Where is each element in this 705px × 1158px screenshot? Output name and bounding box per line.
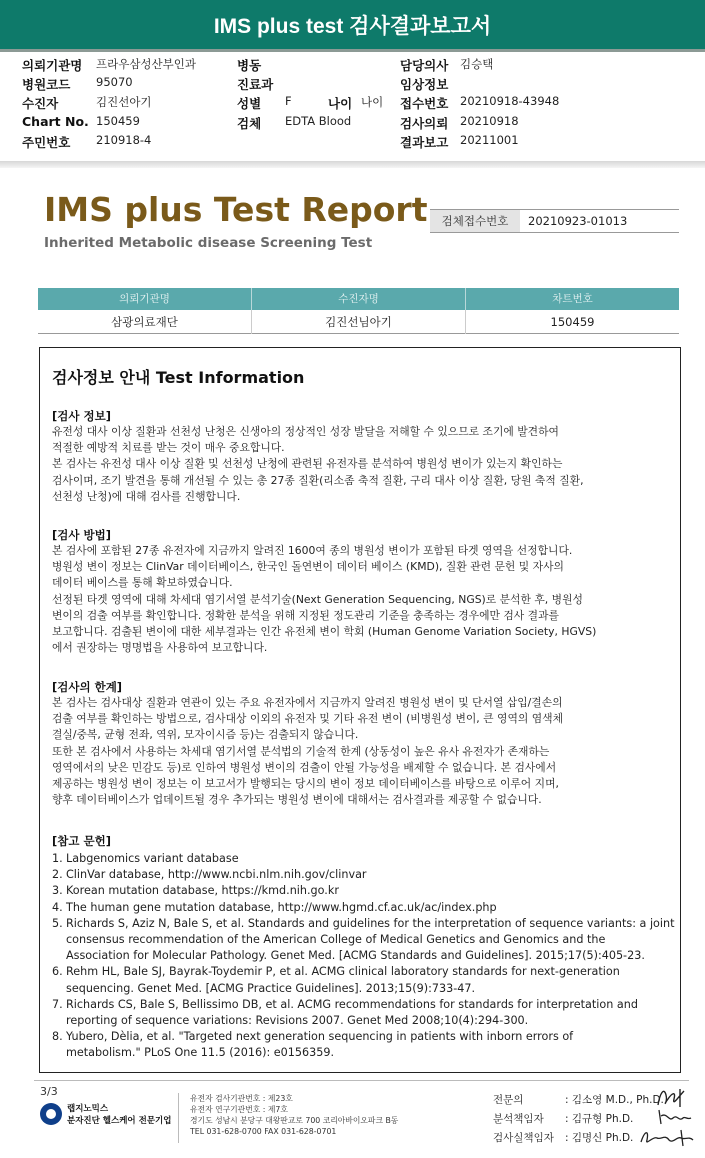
signer-role: 전문의 — [493, 1094, 524, 1106]
meta-label: 진료과 — [237, 77, 274, 92]
meta-label: Chart No. — [22, 114, 89, 129]
meta-value: 20210918 — [460, 114, 519, 128]
reference-text: Labgenomics variant database — [66, 852, 239, 865]
meta-row — [22, 133, 692, 151]
signer-row — [493, 1111, 633, 1126]
table-header-cell: 의뢰기관명 — [119, 293, 170, 305]
list-item — [52, 900, 677, 916]
header-divider — [0, 49, 705, 52]
meta-value: 150459 — [96, 114, 140, 128]
signer-row — [493, 1092, 664, 1107]
reference-text: The human gene mutation database, http://www.hgmd.cf.ac.uk/ac/index.php — [66, 900, 497, 914]
report-subtitle: Inherited Metabolic disease Screening Test — [44, 235, 373, 251]
paragraph-line: 에서 권장하는 명명법을 사용하여 보고합니다. — [52, 641, 268, 655]
receipt-value: 20210923-01013 — [528, 214, 628, 228]
meta-label: 의뢰기관명 — [22, 58, 83, 73]
meta-label: 병동 — [237, 58, 262, 73]
meta-value: F — [285, 94, 292, 108]
meta-label: 주민번호 — [22, 135, 71, 150]
meta-label: 성별 — [237, 96, 262, 111]
company-logo — [40, 1101, 180, 1131]
paragraph-line: 변이의 검출 여부를 확인합니다. 정확한 분석을 위해 지정된 정도관리 기준을 충족하는 경우에만 검사 결과를 — [52, 608, 559, 622]
reference-text: Rehm HL, Bale SJ, Bayrak-Toydemir P, et al. ACMG clinical laboratory standards for next-generation — [66, 965, 620, 979]
paragraph-line: 적절한 예방적 치료를 받는 것이 매우 중요합니다. — [52, 441, 285, 455]
paragraph-line: 검출 여부를 확인하는 방법으로, 검사대상 이외의 유전자 및 기타 유전 변이 (비병원성 변이, 큰 영역의 염색체 — [52, 712, 564, 726]
meta-value: 나이 — [361, 95, 384, 109]
logo-icon — [40, 1103, 62, 1125]
reference-number: 7. — [52, 997, 63, 1011]
reference-text: Korean mutation database, https://kmd.nih.go.kr — [66, 884, 339, 898]
meta-row — [22, 94, 692, 112]
paragraph-line: 영역에서의 낮은 민감도 등)로 인하여 병원성 변이의 검출이 안될 가능성을 배제할 수 없습니다. 본 검사에서 — [52, 760, 557, 774]
reference-number: 6. — [52, 965, 63, 979]
paragraph-line: 제공하는 병원성 변이 정보는 이 보고서가 발행되는 당시의 변이 정보 데이터베이스를 바탕으로 이루어 지며, — [52, 777, 559, 791]
report-header-title: IMS plus test 검사결과보고서 — [0, 0, 705, 49]
table-cell: 삼광의료재단 — [111, 315, 178, 329]
reference-text: Richards S, Aziz N, Bale S, et al. Standards and guidelines for the interpretation of sequence variants: a joint — [66, 916, 675, 930]
section-title: [검사 방법] — [52, 528, 111, 542]
reference-text: Richards CS, Bale S, Bellissimo DB, et al. ACMG recommendations for standards for interpretation and — [66, 997, 638, 1011]
paragraph-line: 본 검사는 유전성 대사 이상 질환 및 선천성 난청에 관련된 유전자를 분석하여 병원성 변이가 있는지 확인하는 — [52, 457, 563, 471]
reference-text: reporting of sequence variations: Revisions 2007. Genet Med 2008;10(4):294-300. — [66, 1014, 529, 1028]
meta-value: 프라우삼성산부인과 — [96, 57, 196, 71]
section-paragraph — [52, 695, 672, 808]
section-paragraph — [52, 424, 672, 505]
reference-text: sequencing. Genet Med. [ACMG Practice Guidelines]. 2013;15(9):733-47. — [66, 981, 476, 995]
meta-label: 임상정보 — [400, 77, 449, 92]
signature-icon — [637, 1126, 697, 1148]
paragraph-line: 본 검사에 포함된 27종 유전자에 지금까지 알려진 1600여 종의 병원성 변이가 포함된 타겟 영역을 선정합니다. — [52, 544, 573, 557]
table-header-row — [38, 288, 679, 310]
section-title: [검사 정보] — [52, 409, 111, 423]
table-header-cell: 수진자명 — [338, 293, 379, 305]
meta-label: 접수번호 — [400, 96, 449, 111]
paragraph-line: 선정된 타겟 영역에 대해 차세대 염기서열 분석기술(Next Generation Sequencing, NGS)로 분석한 후, 병원성 — [52, 592, 583, 606]
list-item — [52, 851, 677, 867]
meta-label: 수진자 — [22, 96, 59, 111]
reference-text: Association for Molecular Pathology. Genet Med. [ACMG Standards and Guidelines]. 2015;17(5):405-23. — [66, 949, 645, 963]
meta-value: 김승택 — [460, 57, 494, 71]
signer-name: : 김명신 Ph.D. — [565, 1132, 634, 1144]
table-header-cell: 차트번호 — [552, 293, 593, 305]
reference-text: metabolism." PLoS One 11.5 (2016): e0156359. — [66, 1046, 335, 1060]
lab-info — [190, 1093, 398, 1137]
report-title: IMS plus Test Report — [44, 190, 428, 229]
paragraph-line: 선천성 난청)에 대해 검사를 진행합니다. — [52, 489, 241, 503]
signer-role: 분석책임자 — [493, 1113, 544, 1125]
footer-divider — [34, 1080, 689, 1081]
lab-info-line: 유전자 검사기관번호 : 제23호 — [190, 1094, 293, 1103]
meta-row — [22, 56, 692, 74]
paragraph-line: 향후 데이터베이스가 업데이트될 경우 추가되는 병원성 변이에 대해서는 검사결과를 제공할 수 없습니다. — [52, 793, 542, 807]
lab-info-line: 경기도 성남시 분당구 대왕판교로 700 코리아바이오파크 B동 — [190, 1116, 399, 1125]
receipt-number-box — [430, 209, 679, 233]
signer-role: 검사실책임자 — [493, 1132, 554, 1144]
reference-number: 4. — [52, 900, 63, 914]
receipt-label: 검체접수번호 — [430, 210, 520, 232]
reference-text: ClinVar database, http://www.ncbi.nlm.nih.gov/clinvar — [66, 868, 367, 882]
section-title: [검사의 한계] — [52, 680, 123, 694]
test-information-title: 검사정보 안내 Test Information — [52, 368, 305, 387]
lab-info-line: TEL 031-628-0700 FAX 031-628-0701 — [190, 1127, 337, 1136]
test-information-box — [39, 347, 681, 1073]
meta-label: 검사의뢰 — [400, 116, 449, 131]
meta-label: 나이 — [328, 96, 353, 111]
meta-value: 김진선아기 — [96, 95, 152, 109]
meta-value: 20210918-43948 — [460, 94, 560, 108]
list-item — [52, 867, 677, 883]
paragraph-line: 검사이며, 조기 발견을 통해 개선될 수 있는 총 27종 질환(리소좀 축적 질환, 구리 대사 이상 질환, 당원 축적 질환, — [52, 473, 584, 487]
paragraph-line: 또한 본 검사에서 사용하는 차세대 염기서열 분석법의 기술적 한계 (상동성이 높은 유사 유전자가 존재하는 — [52, 744, 550, 758]
meta-label: 결과보고 — [400, 135, 449, 150]
meta-value: 20211001 — [460, 133, 519, 147]
section-paragraph — [52, 543, 672, 656]
signer-row — [493, 1130, 633, 1145]
paragraph-line: 유전성 대사 이상 질환과 선천성 난청은 신생아의 정상적인 성장 발달을 저해할 수 있으므로 조기에 발견하여 — [52, 425, 559, 438]
reference-number: 5. — [52, 916, 63, 930]
list-item — [52, 997, 677, 1029]
meta-value: 210918-4 — [96, 133, 152, 147]
meta-label: 담당의사 — [400, 58, 449, 73]
signature-icon — [655, 1106, 695, 1128]
paragraph-line: 데이터 베이스를 통해 확보하였습니다. — [52, 576, 233, 590]
table-row — [38, 310, 679, 334]
reference-list — [52, 851, 677, 1062]
paragraph-line: 병원성 변이 정보는 ClinVar 데이터베이스, 한국인 돌연변이 데이터 베이스 (KMD), 질환 관련 문헌 및 자사의 — [52, 560, 564, 574]
reference-text: consensus recommendation of the American College of Medical Genetics and Genomics and the — [66, 933, 606, 947]
list-item — [52, 964, 677, 996]
reference-number: 8. — [52, 1030, 63, 1044]
meta-label: 검체 — [237, 116, 262, 131]
lab-info-line: 유전자 연구기관번호 : 제7호 — [190, 1105, 288, 1114]
logo-tagline: 분자진단 헬스케어 전문기업 — [67, 1116, 172, 1126]
reference-number: 2. — [52, 868, 63, 882]
paragraph-line: 보고합니다. 검출된 변이에 대한 세부결과는 인간 유전체 변이 학회 (Human Genome Variation Society, HGVS) — [52, 625, 597, 639]
page-number: 3/3 — [40, 1085, 58, 1098]
logo-name: 랩지노믹스 — [67, 1104, 109, 1114]
meta-label: 병원코드 — [22, 77, 71, 92]
signer-name: : 김규형 Ph.D. — [565, 1113, 634, 1125]
meta-row — [22, 114, 692, 132]
list-item — [52, 883, 677, 899]
section-divider — [0, 161, 705, 168]
table-cell: 김진선님아기 — [325, 315, 392, 329]
reference-number: 3. — [52, 884, 63, 898]
meta-value: EDTA Blood — [285, 114, 352, 128]
list-item — [52, 1029, 677, 1061]
section-title: [참고 문헌] — [52, 834, 111, 848]
signer-name: : 김소영 M.D., Ph.D. — [565, 1094, 664, 1106]
table-cell: 150459 — [550, 315, 595, 329]
list-item — [52, 916, 677, 965]
reference-number: 1. — [52, 852, 63, 865]
footer-vertical-divider — [178, 1093, 179, 1143]
meta-row — [22, 75, 692, 93]
reference-text: Yubero, Dèlia, et al. "Targeted next generation sequencing in patients with inborn errors of — [66, 1030, 574, 1044]
paragraph-line: 결실/중복, 균형 전좌, 역위, 모자이시즘 등)는 검출되지 않습니다. — [52, 728, 359, 742]
paragraph-line: 본 검사는 검사대상 질환과 연관이 있는 주요 유전자에서 지금까지 알려진 병원성 변이 및 단서열 삽입/결손의 — [52, 696, 563, 709]
meta-value: 95070 — [96, 75, 133, 89]
